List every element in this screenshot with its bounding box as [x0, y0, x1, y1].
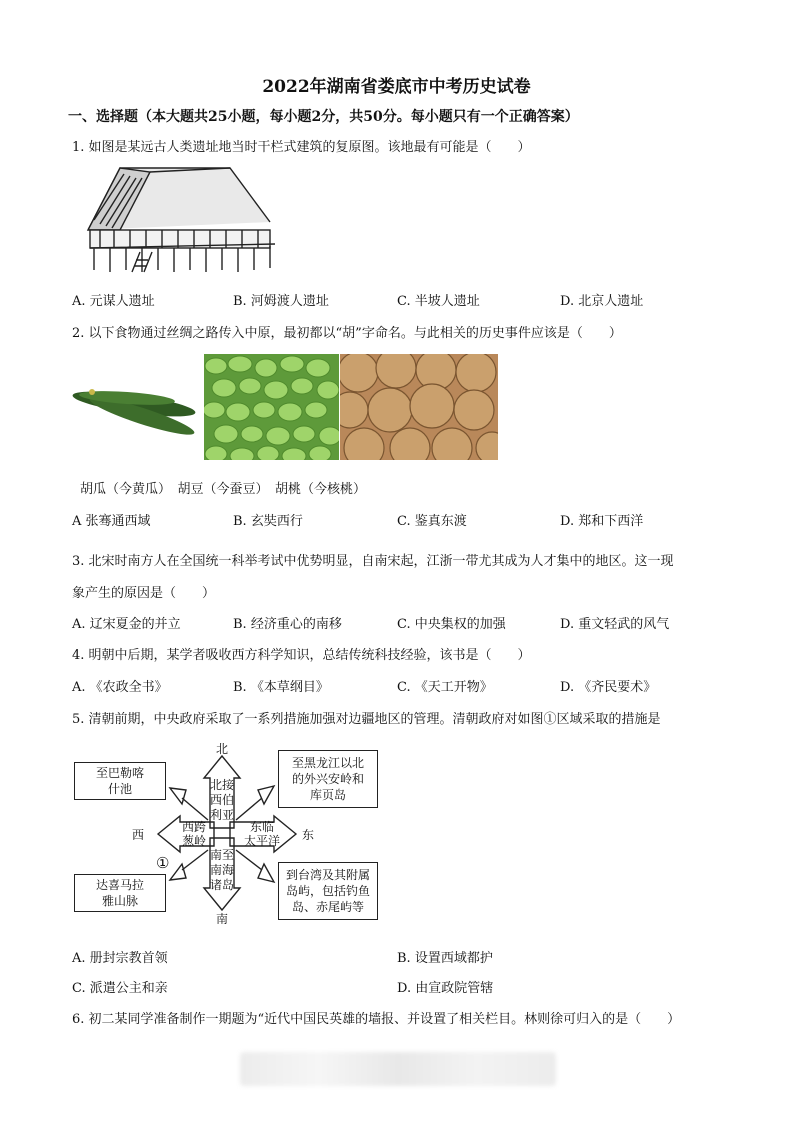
- arrow-west-text: 西跨 葱岭: [181, 820, 206, 848]
- question-6-stem: 6. 初二某同学准备制作一期题为“近代中国民英雄的墙报、并设置了相关栏目。林则徐可归入的是（ ）: [72, 1012, 681, 1027]
- qing-territory-diagram: [74, 738, 384, 928]
- arrow-south-text: 南至 南海 诸岛: [210, 848, 235, 892]
- question-1-stem: 1. 如图是某远古人类遗址地当时干栏式建筑的复原图。该地最有可能是（ ）: [72, 140, 531, 155]
- region-marker-1: ①: [156, 854, 170, 872]
- q2-option-a: A 张骞通西域: [72, 514, 151, 529]
- arrow-east-text: 东临 太平洋: [243, 820, 280, 848]
- page-title: 2022年湖南省娄底市中考历史试卷: [262, 77, 531, 97]
- q4-option-c: C. 《天工开物》: [397, 680, 493, 695]
- walnut-photo: [340, 354, 498, 460]
- box-southwest: 达喜马拉 雅山脉: [74, 874, 166, 912]
- q4-option-d: D. 《齐民要术》: [560, 680, 657, 695]
- map-east-label: 东: [302, 828, 315, 842]
- q3-option-a: A. 辽宋夏金的并立: [72, 617, 181, 632]
- question-3-stem-line2: 象产生的原因是（ ）: [72, 586, 216, 601]
- q4-option-a: A. 《农政全书》: [72, 680, 168, 695]
- q1-option-a: A. 元谋人遗址: [72, 294, 155, 309]
- box-southeast: 到台湾及其附属 岛屿，包括钓鱼 岛、赤尾屿等: [278, 862, 378, 920]
- box-northeast: 至黑龙江以北 的外兴安岭和 库页岛: [278, 750, 378, 808]
- q2-option-b: B. 玄奘西行: [233, 514, 303, 529]
- q5-option-b: B. 设置西域都护: [397, 951, 493, 966]
- q1-option-d: D. 北京人遗址: [560, 294, 644, 309]
- question-2-stem: 2. 以下食物通过丝绸之路传入中原，最初都以“胡”字命名。与此相关的历史事件应该是（ ）: [72, 326, 622, 341]
- q5-option-c: C. 派遣公主和亲: [72, 981, 168, 996]
- map-west-label: 西: [132, 828, 145, 842]
- box-northwest: 至巴勒喀 什池: [74, 762, 166, 800]
- question-4-stem: 4. 明朝中后期，某学者吸收西方科学知识，总结传统科技经验，该书是（ ）: [72, 648, 531, 663]
- q1-option-b: B. 河姆渡人遗址: [233, 294, 329, 309]
- q3-option-d: D. 重文轻武的风气: [560, 617, 670, 632]
- question-5-stem: 5. 清朝前期，中央政府采取了一系列措施加强对边疆地区的管理。清朝政府对如图①区域采取的措施是: [72, 712, 661, 727]
- q3-option-c: C. 中央集权的加强: [397, 617, 506, 632]
- q4-option-b: B. 《本草纲目》: [233, 680, 329, 695]
- broad-bean-photo: [204, 354, 339, 460]
- blurred-watermark: [240, 1052, 556, 1086]
- question-3-stem-line1: 3. 北宋时南方人在全国统一科举考试中优势明显，自南宋起，江浙一带尤其成为人才集中的地区。这一现: [72, 554, 674, 569]
- q2-option-c: C. 鉴真东渡: [397, 514, 467, 529]
- map-south-label: 南: [216, 912, 229, 926]
- section-heading: 一、选择题（本大题共25小题，每小题2分，共50分。每小题只有一个正确答案）: [68, 109, 579, 125]
- q2-image-caption: 胡瓜（今黄瓜） 胡豆（今蚕豆） 胡桃（今核桃）: [80, 482, 367, 497]
- q2-option-d: D. 郑和下西洋: [560, 514, 644, 529]
- q5-option-d: D. 由宣政院管辖: [397, 981, 494, 996]
- cucumber-photo: [72, 354, 202, 460]
- arrow-north-text: 北接 西伯 利亚: [210, 778, 235, 822]
- q5-option-a: A. 册封宗教首领: [72, 951, 168, 966]
- q3-option-b: B. 经济重心的南移: [233, 617, 342, 632]
- map-north-label: 北: [216, 742, 229, 756]
- stilt-house-illustration: [80, 160, 280, 276]
- q1-option-c: C. 半坡人遗址: [397, 294, 480, 309]
